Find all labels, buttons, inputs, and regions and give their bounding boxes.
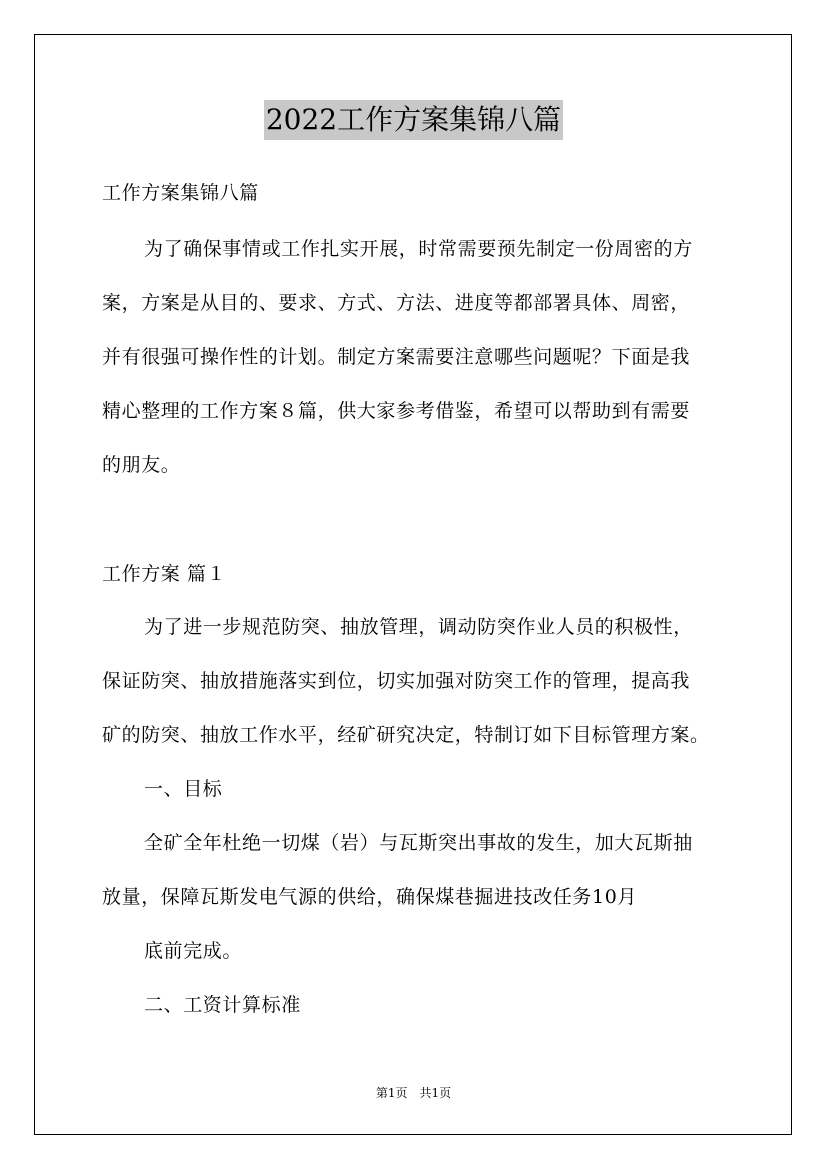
page-number: 第1页 共1页 [375, 1086, 452, 1100]
intro-line: 并有很强可操作性的计划。制定方案需要注意哪些问题呢？下面是我 [102, 346, 691, 368]
wage-heading: 二、工资计算标准 [144, 994, 301, 1016]
goal-heading: 一、目标 [144, 778, 223, 800]
goal-line: 放量，保障瓦斯发电气源的供给，确保煤巷掘进技改任务10月 [102, 886, 637, 908]
section-line: 保证防突、抽放措施落实到位，切实加强对防突工作的管理，提高我 [102, 670, 691, 692]
intro-line: 的朋友。 [102, 454, 181, 476]
section-line: 矿的防突、抽放工作水平，经矿研究决定，特制订如下目标管理方案。 [102, 724, 710, 746]
title-container [0, 100, 827, 140]
section-heading: 工作方案 篇１ [102, 563, 227, 585]
intro-line: 精心整理的工作方案８篇，供大家参考借鉴，希望可以帮助到有需要 [102, 400, 691, 422]
document-title: 2022工作方案集锦八篇 [264, 100, 563, 140]
goal-line: 底前完成。 [144, 940, 243, 962]
intro-line: 为了确保事情或工作扎实开展，时常需要预先制定一份周密的方 [144, 238, 693, 260]
document-subtitle: 工作方案集锦八篇 [102, 182, 259, 204]
goal-line: 全矿全年杜绝一切煤（岩）与瓦斯突出事故的发生，加大瓦斯抽 [144, 832, 693, 854]
section-line: 为了进一步规范防突、抽放管理，调动防突作业人员的积极性， [144, 616, 693, 638]
intro-line: 案，方案是从目的、要求、方式、方法、进度等都部署具体、周密， [102, 292, 691, 314]
